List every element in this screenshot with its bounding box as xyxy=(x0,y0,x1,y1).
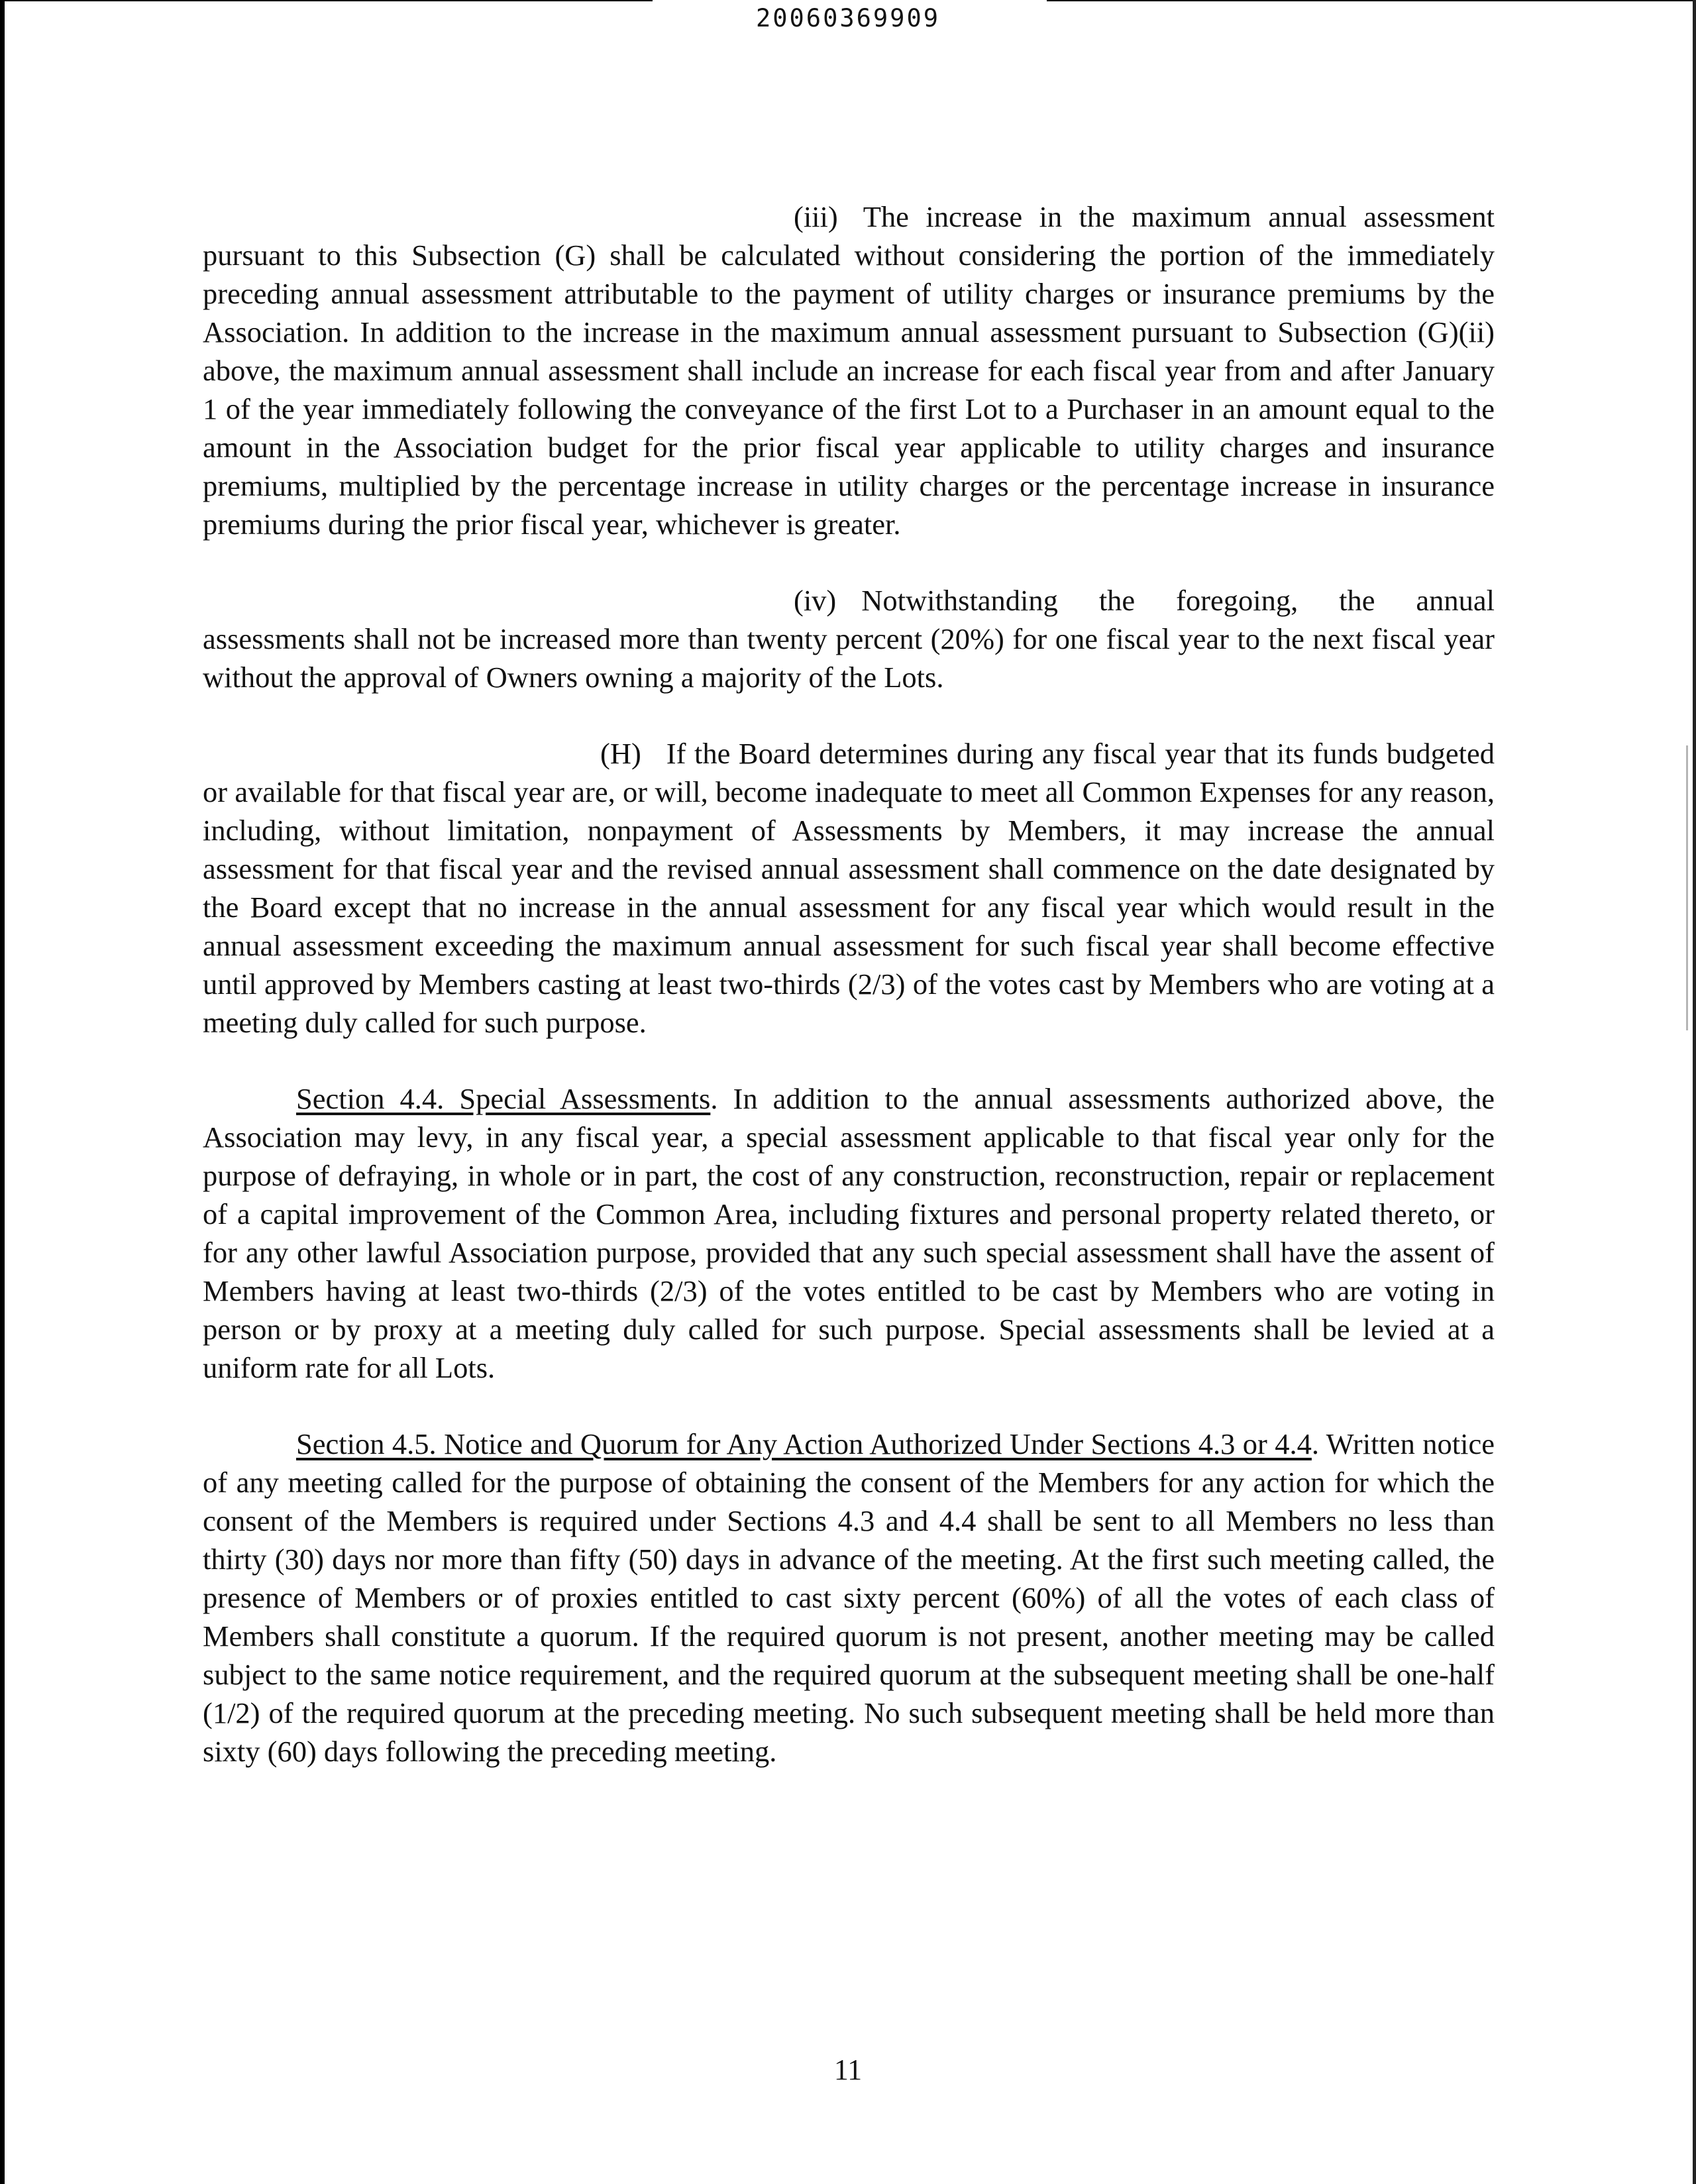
paragraph-iii xyxy=(203,197,1495,543)
paragraph-marker: (iii) xyxy=(794,200,838,233)
paragraph-h xyxy=(203,734,1495,1042)
paragraph-iv xyxy=(203,581,1495,696)
paragraph-marker: (H) xyxy=(600,737,641,770)
document-body xyxy=(203,197,1495,1808)
section-text: . Written notice of any meeting called for the purpose of obtaining the consent of the Members for any action for which the consent of the Members is required under Sections 4.3 and 4.4 shall be sent to all Members no less than thirty (30) days nor more than fifty (50) days in advance of the meeting. At the first such meeting called, the presence of Members or of proxies entitled to cast sixty percent (60%) of all the votes of each class of Members shall constitute a quorum. If the required quorum is not present, another meeting may be called subject to the same notice requirement, and the required quorum at the subsequent meeting shall be one-half (1/2) of the required quorum at the preceding meeting. No such subsequent meeting shall be held more than sixty (60) days following the preceding meeting. xyxy=(203,1427,1495,1768)
scan-edge-left xyxy=(0,0,5,2184)
paragraph-text: The increase in the maximum annual assessment pursuant to this Subsection (G) shall be calculated without considering the portion of the immediately preceding annual assessment attributable to the payment of utility charges or insurance premiums by the Association. In addition to the increase in the maximum annual assessment pursuant to Subsection (G)(ii) above, the maximum annual assessment shall include an increase for each fiscal year from and after January 1 of the year immediately following the conveyance of the first Lot to a Purchaser in an amount equal to the amount in the Association budget for the prior fiscal year applicable to utility charges and insurance premiums, multiplied by the percentage increase in utility charges or the percentage increase in insurance premiums during the prior fiscal year, whichever is greater. xyxy=(203,200,1495,541)
paragraph-text: Notwithstanding the foregoing, the annual assessments shall not be increased more than twenty percent (20%) for one fiscal year to the next fiscal year without the approval of Owners owning a majority of the Lots. xyxy=(203,584,1495,694)
document-number: 20060369909 xyxy=(755,4,941,32)
header-rule-left xyxy=(0,0,653,1)
paragraph-marker: (iv) xyxy=(794,584,837,617)
paragraph-text: If the Board determines during any fiscal year that its funds budgeted or available for that fiscal year are, or will, become inadequate to meet all Common Expenses for any reason, including, without limitation, nonpayment of Assessments by Members, it may increase the annual assessment for that fiscal year and the revised annual assessment shall commence on the date designated by the Board except that no increase in the annual assessment for any fiscal year which would result in the annual assessment exceeding the maximum annual assessment for such fiscal year shall become effective until approved by Members casting at least two-thirds (2/3) of the votes cast by Members who are voting at a meeting duly called for such purpose. xyxy=(203,737,1495,1039)
section-heading: Section 4.5. Notice and Quorum for Any Action Authorized Under Sections 4.3 or 4.4 xyxy=(296,1427,1312,1460)
section-4-4 xyxy=(203,1079,1495,1387)
section-4-5 xyxy=(203,1425,1495,1771)
scan-mark xyxy=(1686,745,1688,1030)
scan-edge-right xyxy=(1693,0,1696,2184)
section-heading: Section 4.4. Special Assessments xyxy=(296,1082,711,1115)
header-rule-right xyxy=(1047,0,1696,1)
section-text: . In addition to the annual assessments authorized above, the Association may levy, in any fiscal year, a special assessment applicable to that fiscal year only for the purpose of defraying, in whole or in part, the cost of any construction, reconstruction, repair or replacement of a capital improvement of the Common Area, including fixtures and personal property related thereto, or for any other lawful Association purpose, provided that any such special assessment shall have the assent of Members having at least two-thirds (2/3) of the votes entitled to be cast by Members who are voting in person or by proxy at a meeting duly called for such purpose. Special assessments shall be levied at a uniform rate for all Lots. xyxy=(203,1082,1495,1384)
page-number: 11 xyxy=(833,2053,863,2086)
